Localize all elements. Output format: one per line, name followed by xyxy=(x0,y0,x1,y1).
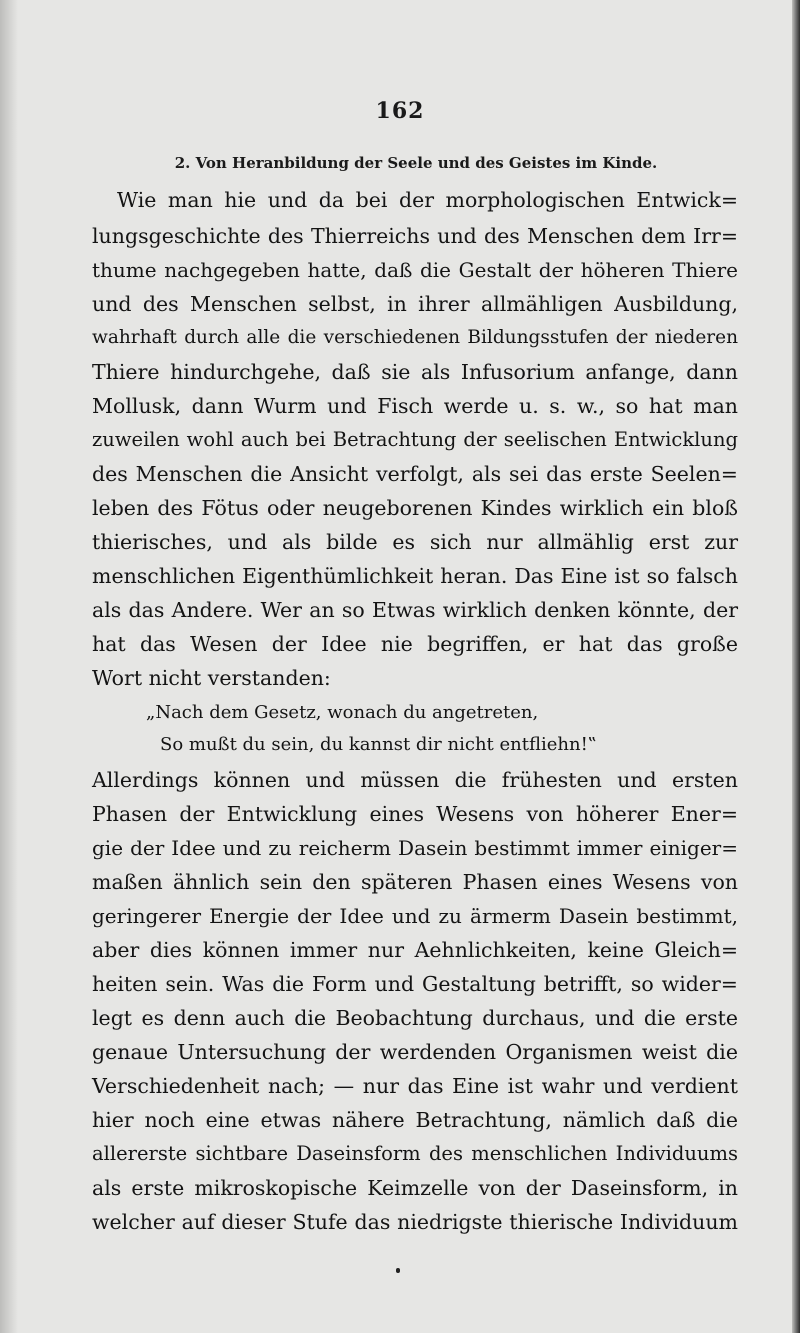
text-line: geringerer Energie der Idee und zu ärmerm Dasein bestimmt, xyxy=(92,904,738,928)
text-line: thume nachgegeben hatte, daß die Gestalt der höheren Thiere xyxy=(92,258,738,282)
text-line: als das Andere. Wer an so Etwas wirklich denken könnte, der xyxy=(92,598,738,622)
text-line: hier noch eine etwas nähere Betrachtung, nämlich daß die xyxy=(92,1108,738,1132)
text-line: lungsgeschichte des Thierreichs und des Menschen dem Irr= xyxy=(92,224,738,248)
section-heading: 2. Von Heranbildung der Seele und des Geistes im Kinde. xyxy=(174,154,658,172)
text-line: thierisches, und als bilde es sich nur allmählig erst zur xyxy=(92,530,738,554)
text-line: welcher auf dieser Stufe das niedrigste thierische Individuum xyxy=(92,1210,738,1234)
text-line: hat das Wesen der Idee nie begriffen, er hat das große xyxy=(92,632,738,656)
text-line: zuweilen wohl auch bei Betrachtung der seelischen Entwicklung xyxy=(92,428,738,451)
page-left-shadow xyxy=(0,0,18,1333)
text-line: wahrhaft durch alle die verschiedenen Bildungsstufen der niederen xyxy=(92,327,738,348)
text-line: leben des Fötus oder neugeborenen Kindes wirklich ein bloß xyxy=(92,496,738,520)
text-line: Thiere hindurchgehe, daß sie als Infusorium anfange, dann xyxy=(92,360,738,384)
text-line: als erste mikroskopische Keimzelle von der Daseinsform, in xyxy=(92,1176,738,1200)
text-line: allererste sichtbare Daseinsform des menschlichen Individuums xyxy=(92,1142,738,1165)
text-line: Phasen der Entwicklung eines Wesens von höherer Ener= xyxy=(92,802,738,826)
text-line: legt es denn auch die Beobachtung durchaus, und die erste xyxy=(92,1006,738,1030)
text-line: Mollusk, dann Wurm und Fisch werde u. s. w., so hat man xyxy=(92,394,738,418)
text-line: Verschiedenheit nach; — nur das Eine ist wahr und verdient xyxy=(92,1074,738,1098)
text-line: genaue Untersuchung der werdenden Organismen weist die xyxy=(92,1040,738,1064)
text-line: menschlichen Eigenthümlichkeit heran. Das Eine ist so falsch xyxy=(92,564,738,588)
printer-mark-dot xyxy=(396,1268,400,1273)
page-number: 162 xyxy=(375,98,425,124)
quote-line: So mußt du sein, du kannst dir nicht entfliehn!‟ xyxy=(160,734,598,755)
text-line: und des Menschen selbst, in ihrer allmähligen Ausbildung, xyxy=(92,292,738,316)
text-line: heiten sein. Was die Form und Gestaltung betrifft, so wider= xyxy=(92,972,738,996)
text-line: des Menschen die Ansicht verfolgt, als sei das erste Seelen= xyxy=(92,462,738,486)
text-line: Wort nicht verstanden: xyxy=(92,666,331,690)
text-line: maßen ähnlich sein den späteren Phasen eines Wesens von xyxy=(92,870,738,894)
text-line: Wie man hie und da bei der morphologischen Entwick= xyxy=(117,188,738,212)
quote-line: „Nach dem Gesetz, wonach du angetreten, xyxy=(146,702,539,723)
text-line: aber dies können immer nur Aehnlichkeiten, keine Gleich= xyxy=(92,938,738,962)
text-line: gie der Idee und zu reicherm Dasein bestimmt immer einiger= xyxy=(92,836,738,860)
text-line: Allerdings können und müssen die frühesten und ersten xyxy=(92,768,738,792)
page-right-edge xyxy=(792,0,800,1333)
